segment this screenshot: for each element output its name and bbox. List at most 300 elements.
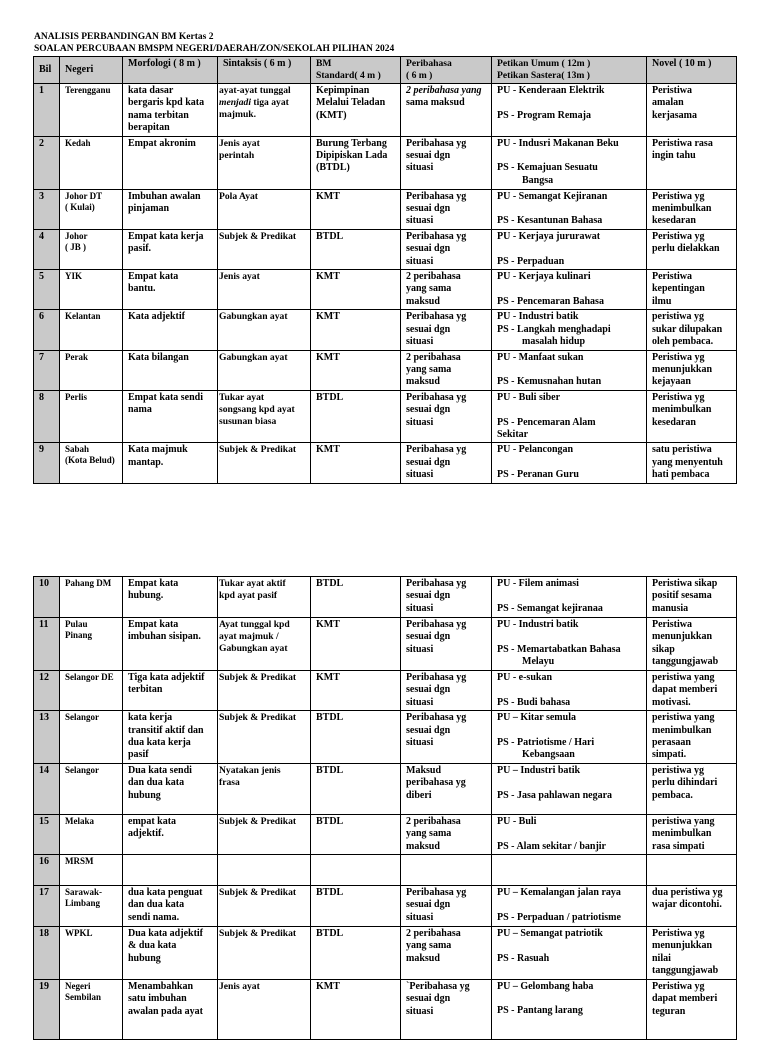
cell-line: masalah hidup <box>522 336 586 348</box>
cell-line: maksud <box>406 295 440 307</box>
cell-line: PU - Pelancongan <box>497 444 574 456</box>
cell-line: PS - Kesantunan Bahasa <box>497 215 603 227</box>
cell-bm-standard <box>311 390 401 443</box>
cell-line: PS - Langkah menghadapi <box>497 323 611 335</box>
cell-novel <box>647 229 737 269</box>
cell-line: hubung. <box>128 590 164 602</box>
cell-bm-standard <box>311 855 401 886</box>
table-row <box>34 84 737 137</box>
cell-line: sukar dilupakan <box>652 323 723 335</box>
cell-line: PU - Semangat Kejiranan <box>497 190 608 202</box>
cell-negeri <box>60 927 123 980</box>
cell-line: Peribahasa yg <box>406 311 467 323</box>
table-row <box>34 310 737 350</box>
cell-line: pinjaman <box>128 203 170 215</box>
cell-novel <box>647 390 737 443</box>
cell-line: Kepimpinan <box>316 85 370 96</box>
cell-line: bergaris kpd kata <box>128 97 205 109</box>
cell-petikan <box>492 229 647 269</box>
cell-line: dua kata penguat <box>128 887 203 899</box>
cell-line: PS - Semangat kejiranaa <box>497 602 603 614</box>
cell-peribahasa <box>401 136 492 189</box>
cell-line: berapitan <box>128 122 170 134</box>
cell-sintaksis <box>218 310 311 350</box>
cell-line: songsang kpd ayat <box>219 403 295 415</box>
cell-bm-standard <box>311 350 401 390</box>
cell-line: sesuai dgn <box>406 724 451 736</box>
cell-line: Peribahasa yg <box>406 672 467 683</box>
cell-line: terbitan <box>128 684 163 696</box>
cell-line: bantu. <box>128 283 156 295</box>
table-row <box>34 886 737 927</box>
cell-peribahasa <box>401 671 492 711</box>
cell-line: KMT <box>316 980 340 992</box>
cell-novel <box>647 577 737 618</box>
cell-morfologi <box>123 814 218 854</box>
cell-negeri <box>60 763 123 814</box>
cell-line: dua peristiwa yg <box>652 887 723 899</box>
table-row <box>34 443 737 483</box>
header-negeri: Negeri <box>60 57 123 84</box>
cell-petikan <box>492 136 647 189</box>
cell-line: PS - Perpaduan <box>497 255 565 267</box>
cell-line: KMT <box>316 444 340 456</box>
cell-line: Selangor <box>65 712 100 723</box>
cell-novel <box>647 886 737 927</box>
cell-line: ingin tahu <box>652 150 696 162</box>
cell-line: peristiwa yg <box>652 764 704 776</box>
cell-line: Subjek & Predikat <box>219 815 297 827</box>
cell-line: menunjukkan <box>652 631 713 643</box>
cell-petikan <box>492 350 647 390</box>
cell-line: nama terbitan <box>128 109 189 121</box>
cell-line: Tukar ayat aktif <box>219 578 286 589</box>
cell-line: situasi <box>406 696 434 708</box>
spacer <box>497 777 642 789</box>
cell-peribahasa <box>401 711 492 764</box>
header-novel: Novel ( 10 m ) <box>647 57 737 84</box>
cell-peribahasa <box>401 618 492 671</box>
cell-line: KMT <box>316 672 340 683</box>
cell-line: Imbuhan awalan <box>128 190 201 202</box>
cell-novel <box>647 814 737 854</box>
cell-line: PU – Gelombang haba <box>497 980 594 992</box>
cell-line: PU – Semangat patriotik <box>497 928 603 940</box>
spacer <box>497 590 642 602</box>
cell-line: Melalui Teladan <box>316 97 386 109</box>
cell-line: yang sama <box>406 283 452 295</box>
cell-line: peristiwa yang <box>652 672 715 683</box>
cell-line: situasi <box>406 911 434 923</box>
cell-bil: 19 <box>34 979 60 1039</box>
cell-line: Subjek & Predikat <box>219 887 297 899</box>
cell-line: Dua kata sendi <box>128 764 192 776</box>
cell-line: MRSM <box>65 856 94 867</box>
table-row <box>34 671 737 711</box>
cell-negeri <box>60 229 123 269</box>
cell-line: 2 peribahasa <box>406 351 461 363</box>
cell-line: Peristiwa yg <box>652 230 705 242</box>
cell-line: Maksud <box>406 764 442 776</box>
cell-line: Peristiwa yg <box>652 190 705 202</box>
cell-line: Kebangsaan <box>522 749 575 761</box>
cell-morfologi <box>123 886 218 927</box>
cell-bil: 13 <box>34 711 60 764</box>
cell-morfologi <box>123 443 218 483</box>
cell-line: Sembilan <box>65 991 102 1002</box>
cell-petikan <box>492 390 647 443</box>
cell-line: sesuai dgn <box>406 203 451 215</box>
cell-line: Kedah <box>65 137 91 148</box>
cell-line: Melayu <box>522 656 555 668</box>
cell-line: ilmu <box>652 295 672 307</box>
cell-sintaksis <box>218 618 311 671</box>
cell-peribahasa <box>401 443 492 483</box>
cell-bil: 9 <box>34 443 60 483</box>
cell-line: hubung <box>128 952 161 964</box>
cell-morfologi <box>123 350 218 390</box>
cell-bil: 12 <box>34 671 60 711</box>
cell-line: yang sama <box>406 940 452 952</box>
cell-sintaksis <box>218 927 311 980</box>
cell-negeri <box>60 671 123 711</box>
cell-line: PU - Indusri Makanan Beku <box>497 137 619 149</box>
cell-negeri <box>60 270 123 310</box>
cell-line: Empat kata sendi <box>128 391 204 403</box>
cell-line: sesuai dgn <box>406 323 451 335</box>
cell-bm-standard <box>311 229 401 269</box>
header-morfologi: Morfologi ( 8 m ) <box>123 57 218 84</box>
cell-sintaksis <box>218 270 311 310</box>
spacer <box>497 150 642 162</box>
cell-line: sikap <box>652 643 675 655</box>
cell-peribahasa <box>401 229 492 269</box>
cell-bil: 17 <box>34 886 60 927</box>
cell-line: Selangor <box>65 764 100 775</box>
cell-line: (BTDL) <box>316 162 350 174</box>
cell-petikan <box>492 618 647 671</box>
cell-line: ( JB ) <box>65 241 86 252</box>
cell-line: sendi nama. <box>128 911 180 923</box>
cell-line: Peribahasa yg <box>406 190 467 202</box>
cell-line: 2 peribahasa <box>406 271 461 283</box>
cell-line: susunan biasa <box>219 415 277 427</box>
cell-line: dua kata kerja <box>128 737 191 749</box>
cell-peribahasa <box>401 814 492 854</box>
cell-line: pasif <box>128 749 149 761</box>
cell-bm-standard <box>311 814 401 854</box>
cell-line: PU - e-sukan <box>497 672 553 683</box>
cell-line: menimbulkan <box>652 203 712 215</box>
cell-line: Jenis ayat <box>219 271 260 283</box>
cell-line: PS - Alam sekitar / banjir <box>497 840 606 852</box>
cell-line: perasaan <box>652 737 691 749</box>
cell-line: transitif aktif dan <box>128 724 204 736</box>
cell-line: YIK <box>65 271 83 282</box>
cell-line: dapat memberi <box>652 993 718 1005</box>
cell-negeri <box>60 189 123 229</box>
cell-line: Empat kata <box>128 619 179 630</box>
table-row <box>34 270 737 310</box>
cell-line: menimbulkan <box>652 404 712 416</box>
cell-line: sesuai dgn <box>406 899 451 911</box>
cell-negeri <box>60 390 123 443</box>
cell-line: PS - Budi bahasa <box>497 696 571 708</box>
cell-line: pembaca. <box>652 789 693 801</box>
cell-petikan <box>492 763 647 814</box>
cell-negeri <box>60 84 123 137</box>
cell-bil: 1 <box>34 84 60 137</box>
cell-line: Peristiwa yg <box>652 980 705 992</box>
cell-line: situasi <box>406 643 434 655</box>
cell-line: motivasi. <box>652 696 691 708</box>
cell-line: Tukar ayat <box>219 391 265 403</box>
cell-line: PU – Kitar semula <box>497 712 576 724</box>
cell-line: Jenis ayat <box>219 980 260 992</box>
table-row <box>34 350 737 390</box>
cell-peribahasa <box>401 189 492 229</box>
cell-line: Subjek & Predikat <box>219 712 297 724</box>
cell-bil: 18 <box>34 927 60 980</box>
cell-line: peristiwa yang <box>652 815 715 827</box>
cell-line: dapat memberi <box>652 684 718 696</box>
cell-line: diberi <box>406 789 432 801</box>
cell-line: Johor <box>65 230 88 241</box>
cell-novel <box>647 189 737 229</box>
cell-line: peristiwa yang <box>652 712 715 724</box>
cell-line: BTDL <box>316 578 344 589</box>
cell-line: Peribahasa yg <box>406 391 467 403</box>
cell-bil: 14 <box>34 763 60 814</box>
cell-line: wajar dicontohi. <box>652 899 722 911</box>
cell-morfologi <box>123 618 218 671</box>
cell-line: PU – Industri batik <box>497 764 581 776</box>
cell-bm-standard <box>311 189 401 229</box>
cell-line: BTDL <box>316 712 344 724</box>
cell-line: ayat-ayat tunggal <box>219 85 291 96</box>
cell-line: Peribahasa yg <box>406 578 467 589</box>
cell-line: Subjek & Predikat <box>219 928 297 940</box>
cell-line: Bangsa <box>522 174 554 186</box>
cell-line: Pahang DM <box>65 578 112 588</box>
cell-line: BTDL <box>316 928 344 940</box>
table-body-part-2 <box>34 577 737 1040</box>
cell-line: pasif. <box>128 243 152 255</box>
table-row <box>34 979 737 1039</box>
cell-line: hubung <box>128 789 161 801</box>
cell-novel <box>647 671 737 711</box>
cell-line: perintah <box>219 149 255 161</box>
cell-line: tanggungjawab <box>652 656 719 668</box>
cell-bm-standard <box>311 443 401 483</box>
cell-sintaksis <box>218 189 311 229</box>
cell-peribahasa <box>401 84 492 137</box>
header-sintaksis: Sintaksis ( 6 m ) <box>218 57 311 84</box>
cell-bm-standard <box>311 763 401 814</box>
cell-line: 2 peribahasa yang <box>406 85 482 96</box>
cell-line: menimbulkan <box>652 724 712 736</box>
cell-line: Kata adjektif <box>128 311 185 323</box>
cell-peribahasa <box>401 886 492 927</box>
cell-line: Menambahkan <box>128 980 194 992</box>
cell-line: KMT <box>316 271 340 283</box>
cell-sintaksis <box>218 814 311 854</box>
cell-negeri <box>60 979 123 1039</box>
cell-bil: 7 <box>34 350 60 390</box>
cell-line: PS - Program Remaja <box>497 109 591 121</box>
cell-line: situasi <box>406 162 434 174</box>
cell-line: KMT <box>316 311 340 323</box>
cell-line: oleh pembaca. <box>652 336 714 348</box>
cell-petikan <box>492 855 647 886</box>
cell-line: Peristiwa rasa <box>652 137 713 149</box>
cell-bm-standard <box>311 927 401 980</box>
header-peribahasa: Peribahasa ( 6 m ) <box>401 57 492 84</box>
cell-line: menjadi tiga ayat <box>219 97 289 108</box>
spacer <box>497 457 642 469</box>
header-bil: Bil <box>34 57 60 84</box>
cell-morfologi <box>123 136 218 189</box>
table-row <box>34 763 737 814</box>
cell-line: BTDL <box>316 887 344 899</box>
cell-novel <box>647 136 737 189</box>
cell-line: PU - Filem animasi <box>497 578 579 589</box>
cell-petikan <box>492 979 647 1039</box>
cell-line: BTDL <box>316 815 344 827</box>
cell-bm-standard <box>311 618 401 671</box>
cell-line: kepentingan <box>652 283 705 295</box>
cell-novel <box>647 443 737 483</box>
table-body-part-1 <box>34 84 737 484</box>
cell-line: PS - Rasuah <box>497 952 550 964</box>
cell-line: peristiwa yg <box>652 311 704 323</box>
cell-line: situasi <box>406 336 434 348</box>
cell-petikan <box>492 814 647 854</box>
table-row <box>34 618 737 671</box>
cell-line: empat kata <box>128 815 177 827</box>
cell-bm-standard <box>311 711 401 764</box>
cell-line: PU - Kenderaan Elektrik <box>497 85 605 96</box>
cell-sintaksis <box>218 84 311 137</box>
cell-novel <box>647 979 737 1039</box>
cell-morfologi <box>123 671 218 711</box>
cell-line: dan dua kata <box>128 899 185 911</box>
cell-line: maksud <box>406 376 440 388</box>
table-row <box>34 229 737 269</box>
cell-line: kerjasama <box>652 109 697 121</box>
cell-line: PU - Kerjaya jururawat <box>497 230 601 242</box>
cell-bil: 10 <box>34 577 60 618</box>
cell-line: frasa <box>219 776 240 788</box>
cell-peribahasa <box>401 390 492 443</box>
cell-line: Peristiwa <box>652 271 692 283</box>
cell-line: situasi <box>406 255 434 267</box>
cell-line: Perlis <box>65 391 87 402</box>
cell-negeri <box>60 310 123 350</box>
cell-line: PS - Pencemaran Bahasa <box>497 295 604 307</box>
cell-line: kesedaran <box>652 215 696 227</box>
cell-negeri <box>60 443 123 483</box>
cell-morfologi <box>123 270 218 310</box>
cell-peribahasa <box>401 270 492 310</box>
cell-bil: 11 <box>34 618 60 671</box>
cell-line: kejayaan <box>652 376 691 388</box>
cell-petikan <box>492 84 647 137</box>
cell-line: sama maksud <box>406 97 465 109</box>
cell-line: ayat majmuk / <box>219 631 279 642</box>
cell-sintaksis <box>218 763 311 814</box>
cell-line: amalan <box>652 97 684 109</box>
cell-bm-standard <box>311 270 401 310</box>
cell-line: (Kota Belud) <box>65 455 115 466</box>
cell-peribahasa <box>401 979 492 1039</box>
cell-morfologi <box>123 855 218 886</box>
cell-line: PS - Peranan Guru <box>497 469 579 481</box>
spacer <box>497 684 642 696</box>
cell-line: Pola Ayat <box>219 190 258 202</box>
cell-negeri <box>60 577 123 618</box>
spacer <box>497 828 642 840</box>
cell-petikan <box>492 711 647 764</box>
cell-morfologi <box>123 390 218 443</box>
cell-petikan <box>492 270 647 310</box>
cell-line: PS - Kemusnahan hutan <box>497 376 602 388</box>
cell-sintaksis <box>218 390 311 443</box>
table-row <box>34 814 737 854</box>
cell-line: PU – Kemalangan jalan raya <box>497 887 621 899</box>
cell-line: PU - Kerjaya kulinari <box>497 271 591 283</box>
cell-line: menimbulkan <box>652 828 712 840</box>
cell-line: sesuai dgn <box>406 150 451 162</box>
cell-bm-standard <box>311 136 401 189</box>
cell-bil: 16 <box>34 855 60 886</box>
cell-bil: 6 <box>34 310 60 350</box>
cell-line: 2 peribahasa <box>406 815 461 827</box>
cell-sintaksis <box>218 886 311 927</box>
cell-negeri <box>60 350 123 390</box>
cell-line: awalan pada ayat <box>128 1005 204 1017</box>
cell-novel <box>647 310 737 350</box>
table-row <box>34 189 737 229</box>
cell-sintaksis <box>218 136 311 189</box>
cell-bil: 5 <box>34 270 60 310</box>
table-row <box>34 855 737 886</box>
cell-line: yang sama <box>406 828 452 840</box>
cell-sintaksis <box>218 979 311 1039</box>
cell-petikan <box>492 577 647 618</box>
cell-novel <box>647 763 737 814</box>
cell-line: Peristiwa yg <box>652 351 705 363</box>
cell-line: sesuai dgn <box>406 404 451 416</box>
cell-line: menunjukkan <box>652 363 713 375</box>
cell-sintaksis <box>218 229 311 269</box>
cell-peribahasa <box>401 350 492 390</box>
cell-line: sesuai dgn <box>406 243 451 255</box>
cell-novel <box>647 711 737 764</box>
spacer <box>497 364 642 376</box>
cell-line: (KMT) <box>316 109 347 121</box>
spacer <box>497 404 642 416</box>
cell-bil: 15 <box>34 814 60 854</box>
cell-line: Peribahasa yg <box>406 887 467 899</box>
table-row <box>34 927 737 980</box>
header-bm-standard: BM Standard( 4 m ) <box>311 57 401 84</box>
cell-petikan <box>492 886 647 927</box>
cell-novel <box>647 270 737 310</box>
cell-line: Empat kata kerja <box>128 230 204 242</box>
cell-line: Peristiwa yg <box>652 928 705 940</box>
cell-line: PU - Buli <box>497 815 537 827</box>
